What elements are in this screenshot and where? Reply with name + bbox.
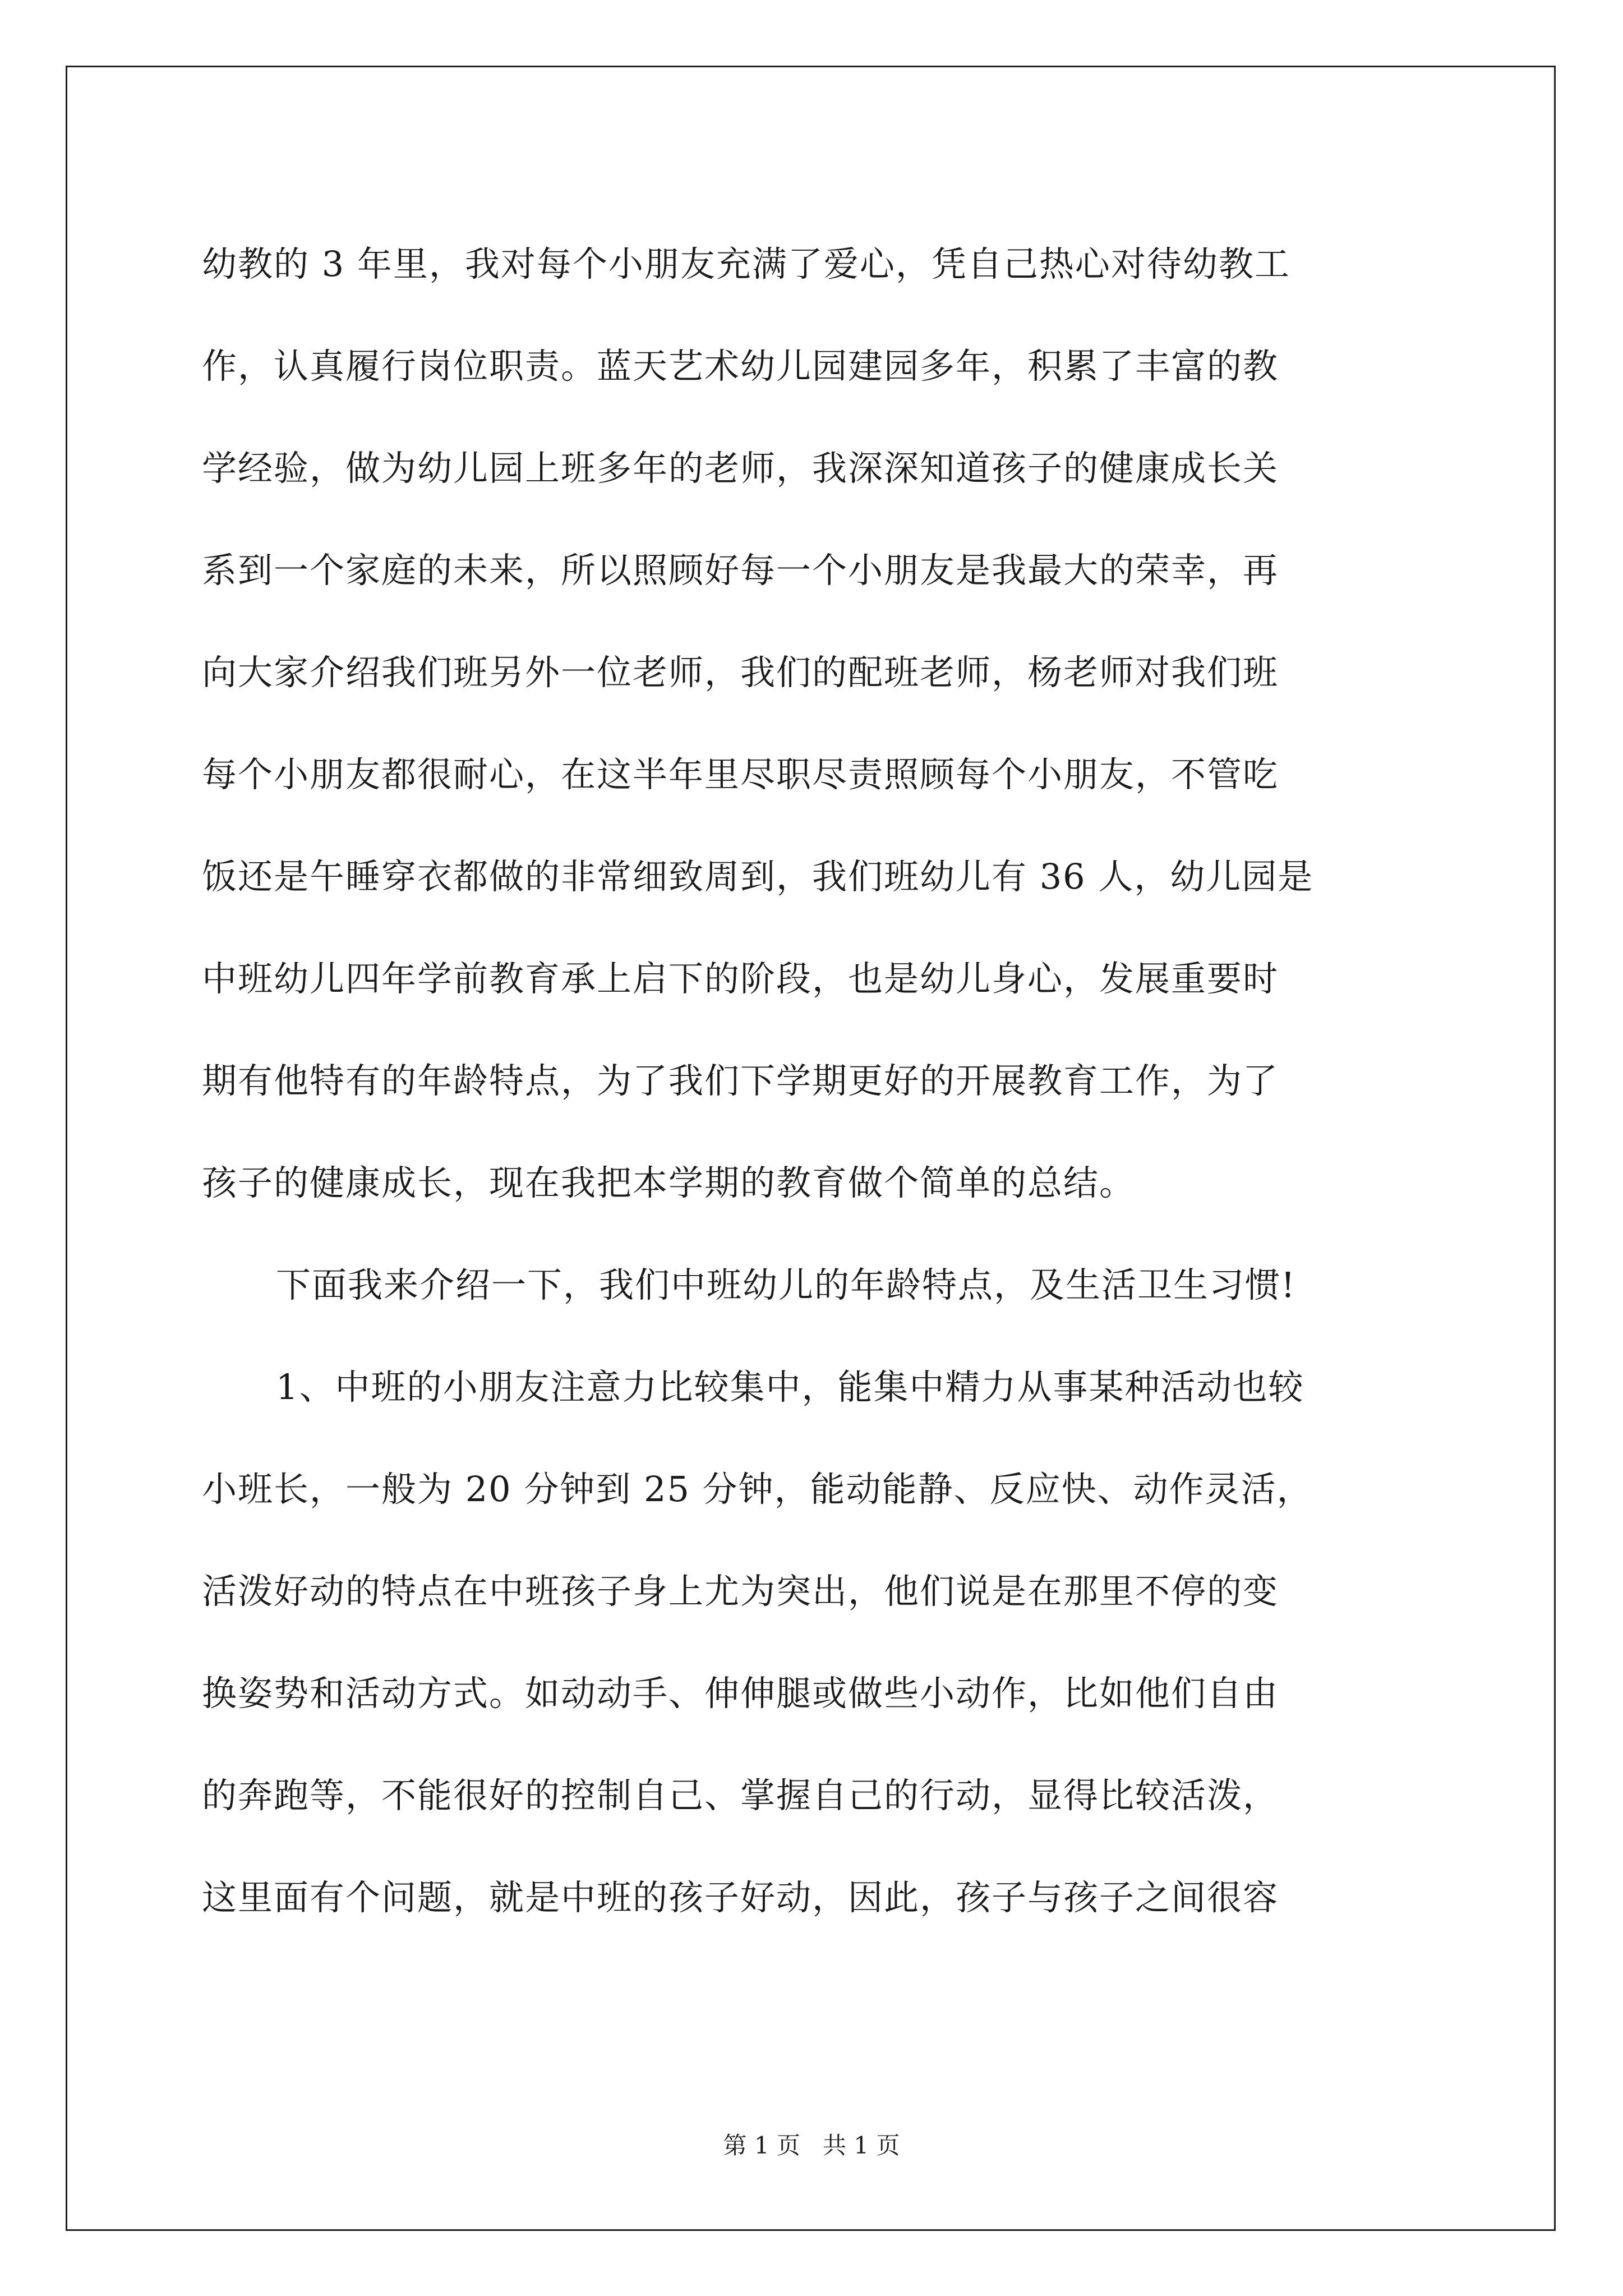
text-line-7: 饭还是午睡穿衣都做的非常细致周到，我们班幼儿有 36 人，幼儿园是 (202, 856, 1314, 897)
page-number: 第 1 页 (723, 2132, 800, 2159)
text-line-1: 幼教的 3 年里，我对每个小朋友充满了爱心，凭自己热心对待幼教工 (202, 243, 1290, 284)
text-line-8: 中班幼儿四年学前教育承上启下的阶段，也是幼儿身心，发展重要时 (202, 958, 1279, 999)
page-footer (0, 2129, 1623, 2162)
text-line-15: 换姿势和活动方式。如动动手、伸伸腿或做些小动作，比如他们自由 (202, 1673, 1279, 1714)
text-line-12: 1、中班的小朋友注意力比较集中，能集中精力从事某种活动也较 (276, 1366, 1304, 1407)
document-body (202, 213, 1447, 1949)
text-line-3: 学经验，做为幼儿园上班多年的老师，我深深知道孩子的健康成长关 (202, 448, 1279, 489)
text-line-9: 期有他特有的年龄特点，为了我们下学期更好的开展教育工作，为了 (202, 1060, 1279, 1101)
text-line-13: 小班长，一般为 20 分钟到 25 分钟，能动能静、反应快、动作灵活， (202, 1469, 1313, 1510)
text-line-5: 向大家介绍我们班另外一位老师，我们的配班老师，杨老师对我们班 (202, 652, 1279, 693)
text-line-4: 系到一个家庭的未来，所以照顾好每一个小朋友是我最大的荣幸，再 (202, 550, 1279, 591)
text-line-6: 每个小朋友都很耐心，在这半年里尽职尽责照顾每个小朋友，不管吃 (202, 754, 1279, 795)
text-line-14: 活泼好动的特点在中班孩子身上尤为突出，他们说是在那里不停的变 (202, 1571, 1279, 1612)
text-line-16: 的奔跑等，不能很好的控制自己、掌握自己的行动，显得比较活泼， (202, 1775, 1279, 1816)
text-line-17: 这里面有个问题，就是中班的孩子好动，因此，孩子与孩子之间很容 (202, 1877, 1279, 1918)
text-line-2: 作，认真履行岗位职责。蓝天艺术幼儿园建园多年，积累了丰富的教 (202, 346, 1279, 386)
text-line-10: 孩子的健康成长，现在我把本学期的教育做个简单的总结。 (202, 1162, 1136, 1203)
text-line-11: 下面我来介绍一下，我们中班幼儿的年龄特点，及生活卫生习惯! (276, 1264, 1296, 1305)
page-total: 共 1 页 (823, 2132, 900, 2159)
